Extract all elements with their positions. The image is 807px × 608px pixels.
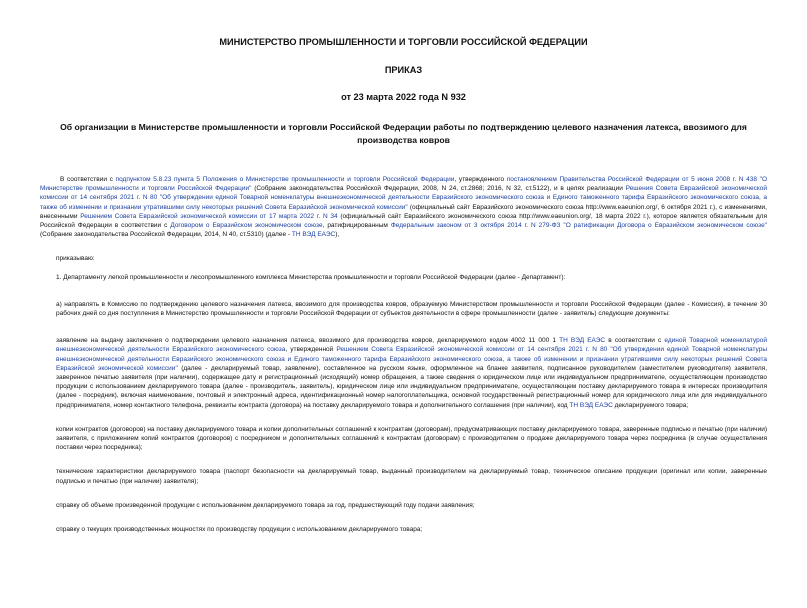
application-text: , утвержденной: [285, 346, 337, 354]
preamble-text: , ратифицированным: [322, 222, 391, 230]
tn-ved-link[interactable]: ТН ВЭД ЕАЭС: [569, 401, 613, 409]
contracts-paragraph: копии контрактов (договоров) на поставку декларируемого товара и копии дополнительных соглашений к контрактам (договорам), предусматривающих поставку декларируемого товара, заверенные подписью и печатью (при наличии) заявителя, с приложением копий контрактов (договоров) с посредником и дополнительных соглашений к контрактам (договорам) с производителем о продаже декларируемого товара через посредника (в случае осуществления поставки через посредника);: [56, 425, 767, 452]
preamble-text: ),: [335, 231, 340, 239]
eaeu-treaty-link[interactable]: Договором о Евразийском экономическом союзе: [170, 222, 323, 230]
application-paragraph: [56, 336, 767, 410]
preamble-text: , утвержденного: [454, 176, 507, 183]
preamble-text: В соответствии с: [60, 176, 116, 183]
item-a: а) направлять в Комиссию по подтверждению целевого назначения латекса, ввозимого для производства ковров, образуемую Министерством промышленности и торговли Российской Федерации (далее - Комиссия), в течение 30 рабочих дней со дня поступления в Министерство промышленности и торговли Российской Федерации от субъектов деятельности в сфере промышленности (далее - заявитель) следующие документы:: [56, 300, 767, 318]
production-volume-paragraph: справку об объеме произведенной продукции с использованием декларируемого товара за год, предшествующий году подачи заявления;: [56, 501, 475, 509]
regulation-link[interactable]: подпунктом 5.8.23 пункта 5 Положения о Министерстве промышленности и торговли Российской Федерации: [115, 176, 455, 183]
tn-ved-link[interactable]: ТН ВЭД ЕАЭС: [291, 231, 336, 239]
preamble-text: (официальный сайт Евразийского экономического союза http://www.eaeunion.org/, 18 марта 2022 г.), которое является обязательным для Российской Федерации в соответствии с: [40, 212, 767, 230]
document-title: Об организации в Министерстве промышленности и торговли Российской Федерации работы по подтверждению целевого назначения латекса, ввозимого для производства ковров: [60, 122, 747, 145]
application-text: в соответствии с: [605, 337, 665, 345]
eec-decision-80-link[interactable]: Решением Совета Евразийской экономической комиссии от 14 сентября 2021 г. N 80 "Об утверждении единой Товарной номенклатуры внешнеэкономической деятельности Евразийского экономического союза и Единого таможенного тарифа Евразийского экономического союза, а также об изменении и признании утратившими силу некоторых решений Совета Евразийской экономической комиссии": [56, 346, 768, 372]
application-text: (далее - декларируемый товар, заявление), составленное на русском языке, оформленное на бланке заявителя, подписанное руководителем (заместителем руководителя) заявителя, заверенное печатью заявителя (при наличии), содержащее дату и регистрационный (исходящий) номер обращения, а также сведения о юридическом лице или индивидуальном предпринимателе, осуществляющем производство продукции с использованием декларируемого товара (далее - производитель, заявитель), юридическом лице или индивидуальном предпринимателе, осуществляющем поставку декларируемого товара в интересах производителя (далее - посредник), включая наименование, почтовый и электронный адреса, идентификационный номер налогоплательщика, основной государственный регистрационный номер для юридического лица или для индивидуального предпринимателя, номер контактного телефона, реквизиты контракта (договора) на поставку декларируемого товара и дополнительного соглашения (при наличии), код: [56, 364, 767, 409]
commodity-nomenclature-link[interactable]: единой Товарной номенклатурой внешнеэкономической деятельности Евразийского экономического союза: [56, 337, 767, 354]
ministry-heading: МИНИСТЕРСТВО ПРОМЫШЛЕННОСТИ И ТОРГОВЛИ РОССИЙСКОЙ ФЕДЕРАЦИИ: [219, 37, 588, 47]
eec-decision-80-link[interactable]: Решения Совета Евразийской экономической комиссии от 14 сентября 2021 г. N 80 "Об утверждении единой Товарной номенклатуры внешнеэкономической деятельности Евразийского экономического союза и Единого таможенного тарифа Евразийского экономического союза, а также об изменении и признании утратившими силу некоторых решений Совета Евразийской экономической комиссии": [40, 185, 767, 211]
document-type: ПРИКАЗ: [384, 65, 423, 75]
government-decree-link[interactable]: постановлением Правительства Российской Федерации от 5 июня 2008 г. N 438 "О Министерстве промышленности и торговли Российской Федерации": [40, 176, 768, 193]
tn-ved-link[interactable]: ТН ВЭД ЕАЭС: [559, 337, 606, 345]
tech-specs-paragraph: технические характеристики декларируемого товара (паспорт безопасности на декларируемый товар, выданный производителем на декларируемый товар, техническое описание продукции (оригинал или копии, заверенные подписью и печатью (при наличии) заявителя);: [56, 468, 767, 485]
document-page: [0, 37, 807, 608]
preamble-paragraph: [40, 175, 767, 239]
preamble-text: (официальный сайт Евразийского экономического союза http://www.eaeunion.org/, 6 октября 2021 г.), с изменениями, внесенными: [40, 203, 767, 220]
production-capacity-paragraph: справку о текущих производственных мощностях по производству продукции с использованием декларируемого товара;: [56, 526, 423, 534]
preamble-text: (Собрание законодательства Российской Федерации, 2014, N 40, ст.5310) (далее -: [40, 231, 292, 239]
order-word: приказываю:: [56, 255, 95, 263]
item-1: 1. Департаменту легкой промышленности и лесопромышленного комплекса Министерства промышленности и торговли Российской Федерации (далее - Департамент):: [56, 273, 566, 281]
application-text: заявление на выдачу заключения о подтверждении целевого назначения латекса, ввозимого для производства ковров, декларируемого кодом 4002 11 000 1: [56, 337, 560, 345]
application-text: декларируемого товара;: [612, 401, 689, 409]
eec-decision-34-link[interactable]: Решением Совета Евразийской экономической комиссии от 17 марта 2022 г. N 34: [80, 212, 338, 220]
document-date-number: от 23 марта 2022 года N 932: [341, 92, 466, 102]
preamble-text: (Собрание законодательства Российской Федерации, 2008, N 24, ст.2868; 2016, N 32, ст.5122), и в целях реализации: [251, 185, 626, 193]
federal-law-link[interactable]: Федеральным законом от 3 октября 2014 г. N 279-ФЗ "О ратификации Договора о Евразийском экономическом союзе": [390, 222, 767, 230]
